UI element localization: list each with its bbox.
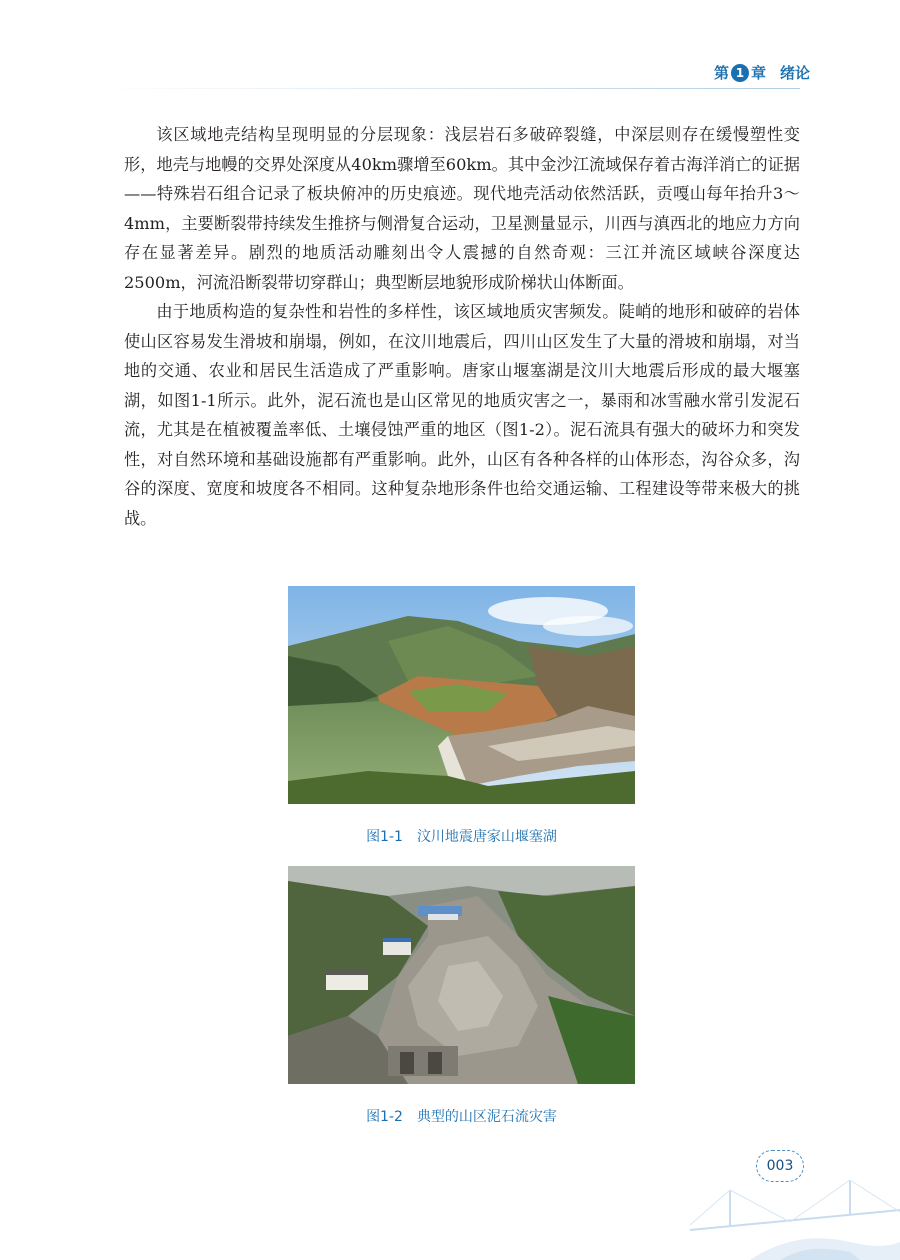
header-rule [100,88,800,89]
chapter-label [714,62,766,83]
figure-1-title: 汶川地震唐家山堰塞湖 [416,829,557,845]
figure-2-photo [288,866,635,1084]
figure-2-title: 典型的山区泥石流灾害 [416,1109,557,1125]
figure-1-photo [288,586,635,804]
figure-1-number: 图1-1 [366,829,403,845]
paragraph-2: 由于地质构造的复杂性和岩性的多样性，该区域地质灾害频发。陡峭的地形和破碎的岩体使山区容易发生滑坡和崩塌，例如，在汶川地震后，四川山区发生了大量的滑坡和崩塌，对当地的交通、农业和居民生活造成了严重影响。唐家山堰塞湖是汶川大地震后形成的最大堰塞湖，如图1-1所示。此外，泥石流也是山区常见的地质灾害之一，暴雨和冰雪融水常引发泥石流，尤其是在植被覆盖率低、土壤侵蚀严重的地区（图1-2）。泥石流具有强大的破坏力和突发性，对自然环境和基础设施都有严重影响。此外，山区有各种各样的山体形态，沟谷众多，沟谷的深度、宽度和坡度各不相同。这种复杂地形条件也给交通运输、工程建设等带来极大的挑战。 [124,302,800,528]
figure-1-caption [288,826,635,846]
bridge-decoration [690,1170,900,1260]
body-text [124,120,800,533]
chapter-suffix: 章 [750,64,766,82]
page-number: 003 [756,1150,804,1182]
figure-2-number: 图1-2 [366,1109,403,1125]
chapter-header [714,62,810,83]
chapter-prefix: 第 [713,64,729,82]
chapter-title: 绪论 [779,64,810,82]
paragraph-1: 该区域地壳结构呈现明显的分层现象：浅层岩石多破碎裂缝，中深层则存在缓慢塑性变形，地壳与地幔的交界处深度从40km骤增至60km。其中金沙江流域保存着古海洋消亡的证据——特殊岩石组合记录了板块俯冲的历史痕迹。现代地壳活动依然活跃，贡嘎山每年抬升3～4mm，主要断裂带持续发生推挤与侧滑复合运动，卫星测量显示，川西与滇西北的地应力方向存在显著差异。剧烈的地质活动雕刻出令人震撼的自然奇观：三江并流区域峡谷深度达2500m，河流沿断裂带切穿群山；典型断层地貌形成阶梯状山体断面。 [124,125,800,292]
chapter-number-badge: 1 [731,64,749,82]
figure-2-caption [288,1106,635,1126]
